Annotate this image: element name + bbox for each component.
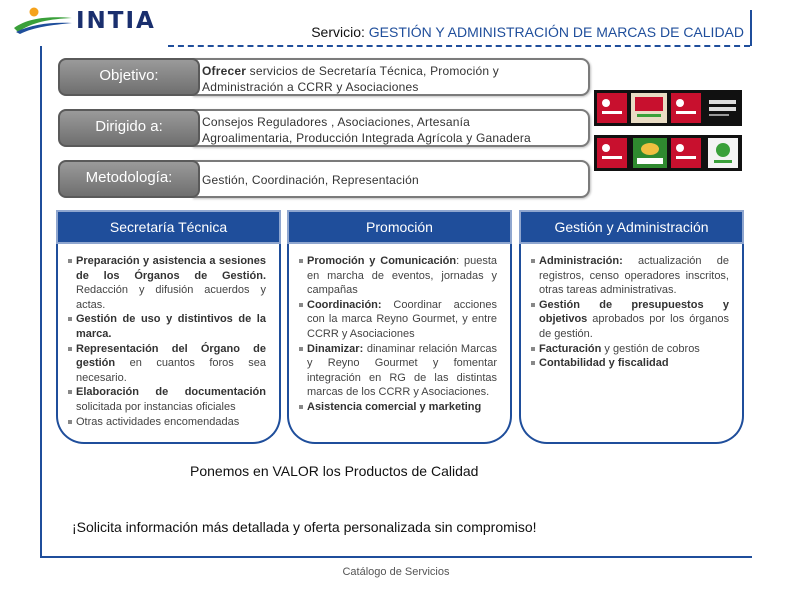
list-item: Administración: actualización de registros, censo operadores inscritos, otras tareas administrativas. xyxy=(533,254,729,298)
list-item: Facturación y gestión de cobros xyxy=(533,342,729,357)
objetivo-row xyxy=(58,58,590,96)
service-title xyxy=(311,24,744,40)
objetivo-line1: servicios de Secretaría Técnica, Promoción y xyxy=(246,64,499,78)
dirigido-label: Dirigido a: xyxy=(95,118,163,135)
intia-swoosh-icon xyxy=(12,6,74,34)
list-item: Asistencia comercial y marketing xyxy=(301,400,497,415)
column-gestion-administracion xyxy=(519,210,744,444)
reyno-gourmet-logo xyxy=(671,138,701,168)
list-item: Representación del Órgano de gestión en cuantos foros sea necesario. xyxy=(70,342,266,386)
call-to-action: ¡Solicita información más detallada y oferta personalizada sin compromiso! xyxy=(72,519,537,535)
quality-logos-bottom xyxy=(594,135,742,171)
list-item: Dinamizar: dinaminar relación Marcas y Reyno Gourmet y fomentar integración en RG de las distintas marcas de los CCRR y Asociaciones. xyxy=(301,342,497,400)
list-item: Gestión de presupuestos y objetivos aprobados por los órganos de gestión. xyxy=(533,298,729,342)
list-item: Contabilidad y fiscalidad xyxy=(533,356,729,371)
objetivo-label: Objetivo: xyxy=(99,67,159,84)
metodologia-content xyxy=(192,160,590,198)
ternera-de-navarra-logo xyxy=(633,138,667,168)
column-promocion xyxy=(287,210,512,444)
objetivo-bold: Ofrecer xyxy=(202,64,247,78)
metodologia-label: Metodología: xyxy=(85,169,173,186)
list-item: Otras actividades encomendadas xyxy=(70,415,266,430)
list-item: Coordinación: Coordinar acciones con la marca Reyno Gourmet, y entre CCRR y Asociaciones xyxy=(301,298,497,342)
objetivo-content xyxy=(192,58,590,96)
promocion-heading: Promoción xyxy=(287,210,512,244)
objetivo-line2: Administración a CCRR y Asociaciones xyxy=(202,80,419,94)
dirigido-line2: Agroalimentaria, Producción Integrada Agrícola y Ganadera xyxy=(202,131,531,145)
esparrago-de-navarra-logo xyxy=(631,93,667,123)
frame-right-line xyxy=(750,10,752,46)
gestion-heading: Gestión y Administración xyxy=(519,210,744,244)
header-dashed-line xyxy=(168,45,750,47)
secretaria-list xyxy=(70,254,266,429)
footer-catalog: Catálogo de Servicios xyxy=(342,566,450,578)
paderna-navarra-logo xyxy=(706,93,739,123)
frame-bottom-line xyxy=(40,556,752,558)
reyno-gourmet-logo xyxy=(597,138,627,168)
tagline: Ponemos en VALOR los Productos de Calidad xyxy=(190,463,479,479)
brand-name: INTIA xyxy=(76,8,156,34)
service-prefix: Servicio: xyxy=(311,24,365,40)
metodologia-row xyxy=(58,160,590,198)
secretaria-heading: Secretaría Técnica xyxy=(56,210,281,244)
reyno-gourmet-logo xyxy=(597,93,627,123)
list-item: Preparación y asistencia a sesiones de los Órganos de Gestión. Redacción y difusión acuerdos y actas. xyxy=(70,254,266,312)
service-value: GESTIÓN Y ADMINISTRACIÓN DE MARCAS DE CALIDAD xyxy=(368,24,744,40)
list-item: Gestión de uso y distintivos de la marca. xyxy=(70,312,266,341)
reyno-gourmet-logo xyxy=(671,93,701,123)
dirigido-row xyxy=(58,109,590,147)
list-item: Promoción y Comunicación: puesta en marcha de eventos, jornadas y campañas xyxy=(301,254,497,298)
metodologia-line1: Gestión, Coordinación, Representación xyxy=(202,173,419,187)
dirigido-content xyxy=(192,109,590,147)
intia-logo xyxy=(12,6,172,36)
list-item: Elaboración de documentación solicitada por instancias oficiales xyxy=(70,385,266,414)
quality-logos-top xyxy=(594,90,742,126)
gestion-list xyxy=(533,254,729,371)
produccion-integrada-logo xyxy=(708,138,738,168)
frame-left-line xyxy=(40,46,42,558)
column-secretaria-tecnica xyxy=(56,210,281,444)
promocion-list xyxy=(301,254,497,415)
dirigido-line1: Consejos Reguladores , Asociaciones, Artesanía xyxy=(202,115,471,129)
